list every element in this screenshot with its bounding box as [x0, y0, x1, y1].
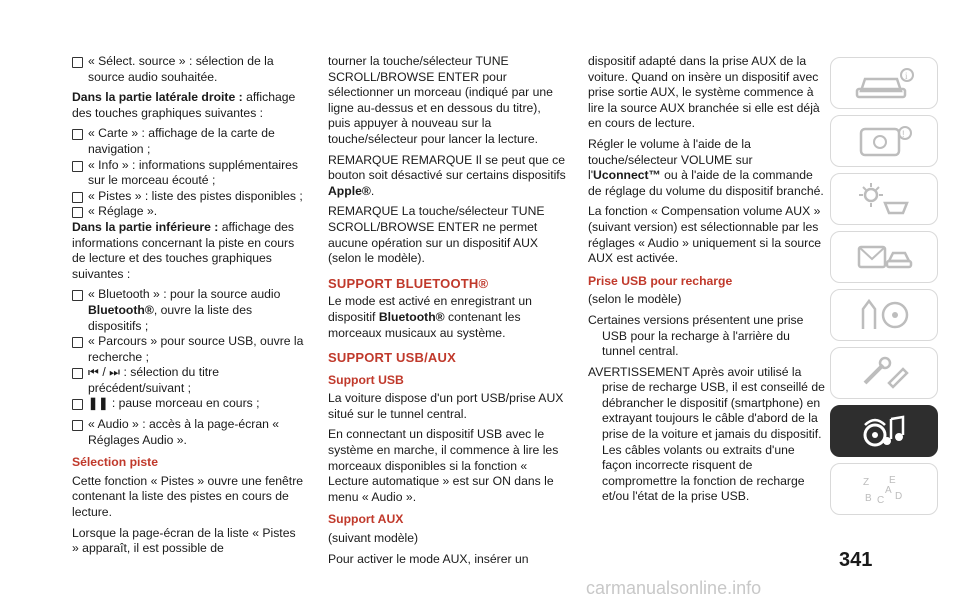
svg-text:Z: Z — [863, 477, 870, 488]
lights-icon — [849, 179, 919, 219]
paragraph: Certaines versions présentent une prise USB pour la recharge à l'arrière du tunnel central. — [588, 312, 804, 359]
checkbox-icon — [72, 337, 83, 348]
checkbox-icon — [72, 192, 83, 203]
paragraph: AVERTISSEMENT Après avoir utilisé la prise de recharge USB, il est conseillé de débrancher le dispositif (smartphone) en extrayant toujours le câble d'abord de la prise de la voiture et jamais du dispositif. Les câbles volants ou extraits d'une façon incorrecte risquent de compromettre la fonction de recharge et/ou l'état de la prise USB. — [588, 364, 825, 504]
paragraph: Cette fonction « Pistes » ouvre une fenêtre contenant la liste des pistes en cours de lecture. — [72, 473, 304, 520]
svg-text:D: D — [895, 491, 903, 502]
list-item-pistes: « Pistes » : liste des pistes disponibles ; — [72, 189, 304, 205]
previous-track-icon: ⏮ — [88, 365, 99, 380]
checkbox-icon — [72, 129, 83, 140]
checkbox-icon — [72, 57, 83, 68]
dashboard-warning-icon — [849, 121, 919, 161]
list-item-info: « Info » : informations supplémentaires sur le morceau écouté ; — [72, 158, 304, 189]
paragraph: dispositif adapté dans la prise AUX de la voiture. Quand on insère un dispositif avec prise sortie AUX, le système commence à lire la source AUX branchée si elle est déjà en cours de lecture. — [588, 54, 820, 131]
paragraph: REMARQUE REMARQUE Il se peut que ce bouton soit désactivé sur certains dispositifs Apple®. — [328, 152, 566, 198]
list-item-pause: ❚❚ : pause morceau en cours ; — [72, 396, 304, 412]
column-1 — [72, 54, 304, 562]
steering-service-icon — [849, 295, 919, 335]
checkbox-icon — [72, 420, 83, 431]
svg-text:i: i — [905, 71, 908, 81]
pause-icon: ❚❚ — [88, 396, 109, 411]
next-track-icon: ⏭ — [109, 365, 121, 380]
chapter-tab-safety[interactable] — [830, 231, 938, 283]
chapter-index-sidebar — [830, 57, 942, 521]
checkbox-icon — [72, 290, 83, 301]
paragraph: La fonction « Compensation volume AUX » (suivant version) est sélectionnable par les réglages « Audio » uniquement si la source AUX est activée. — [588, 204, 822, 266]
chapter-tab-car-info[interactable] — [830, 57, 938, 109]
list-item-prev-next: ⏮ / ⏭ : sélection du titre précédent/suivant ; — [72, 365, 304, 396]
watermark: carmanualsonline.info — [586, 578, 762, 598]
svg-text:A: A — [885, 485, 892, 496]
svg-text:B: B — [865, 493, 872, 504]
checkbox-icon — [72, 207, 83, 218]
paragraph: Lorsque la page-écran de la liste « Pistes » apparaît, il est possible de — [72, 525, 296, 556]
svg-text:C: C — [877, 495, 885, 506]
tools-icon — [849, 353, 919, 393]
column-2 — [328, 54, 566, 572]
page-number: 341 — [839, 549, 873, 571]
heading-support-usb-aux: SUPPORT USB/AUX — [328, 350, 456, 366]
paragraph: La voiture dispose d'un port USB/prise AUX situé sur le tunnel central. — [328, 391, 564, 421]
chapter-tab-maintenance[interactable] — [830, 347, 938, 399]
checkbox-icon — [72, 161, 83, 172]
chapter-tab-index[interactable] — [830, 463, 938, 515]
alphabet-index-icon — [849, 469, 919, 509]
list-item-parcours: « Parcours » pour source USB, ouvre la recherche ; — [72, 334, 304, 365]
paragraph: Le mode est activé en enregistrant un dispositif Bluetooth® contenant les morceaux musicaux au système. — [328, 294, 532, 340]
checkbox-icon — [72, 368, 83, 379]
warning-car-icon — [849, 237, 919, 277]
paragraph: (suivant modèle) — [328, 531, 419, 546]
list-item-audio: « Audio » : accès à la page-écran « Réglages Audio ». — [72, 417, 304, 448]
checkbox-icon — [72, 399, 83, 410]
chapter-tab-lights[interactable] — [830, 173, 938, 225]
chapter-tab-dashboard[interactable] — [830, 115, 938, 167]
chapter-tab-driving[interactable] — [830, 289, 938, 341]
paragraph: En connectant un dispositif USB avec le système en marche, il commence à lire les morceaux disponibles si la fonction « Lecture automatique » est sur ON dans le menu « Audio ». — [328, 427, 559, 504]
car-info-icon — [849, 63, 919, 103]
svg-text:E: E — [889, 475, 896, 486]
paragraph: Régler le volume à l'aide de la touche/sélecteur VOLUME sur l'Uconnect™ ou à l'aide de la commande de réglage du volume du dispositif branché. — [588, 136, 824, 198]
subheading-prise-usb-recharge: Prise USB pour recharge — [588, 273, 733, 288]
multimedia-icon — [849, 411, 919, 451]
paragraph: (selon le modèle) — [588, 292, 682, 307]
paragraph: tourner la touche/sélecteur TUNE SCROLL/BROWSE ENTER pour sélectionner un morceau (indiqué par une ligne au-dessus et en dessous du titre), puis appuyer à nouveau sur la touche/sélecteur pour lancer la lecture. — [328, 54, 553, 146]
list-item-select-source: « Sélect. source » : sélection de la source audio souhaitée. — [72, 54, 304, 85]
heading-selection-piste: Sélection piste — [72, 455, 159, 470]
list-item-carte: « Carte » : affichage de la carte de navigation ; — [72, 126, 304, 157]
list-item-bluetooth: « Bluetooth » : pour la source audio Bluetooth®, ouvre la liste des dispositifs ; — [72, 287, 304, 334]
bottom-section: Dans la partie inférieure : affichage des informations concernant la piste en cours de lecture et des touches graphiques suivantes : — [72, 219, 295, 281]
subheading-support-usb: Support USB — [328, 372, 404, 387]
subheading-support-aux: Support AUX — [328, 512, 404, 527]
heading-support-bluetooth: SUPPORT BLUETOOTH® — [328, 275, 489, 291]
chapter-tab-multimedia[interactable] — [830, 405, 938, 457]
side-section: Dans la partie latérale droite : affichage des touches graphiques suivantes : — [72, 90, 296, 120]
paragraph: Pour activer le mode AUX, insérer un — [328, 551, 529, 566]
svg-text:!: ! — [902, 129, 905, 139]
list-item-reglage: « Réglage ». — [72, 204, 304, 220]
column-3 — [588, 54, 826, 510]
paragraph: REMARQUE La touche/sélecteur TUNE SCROLL/BROWSE ENTER ne permet aucune opération sur un dispositif AUX (selon le modèle). — [328, 204, 545, 266]
